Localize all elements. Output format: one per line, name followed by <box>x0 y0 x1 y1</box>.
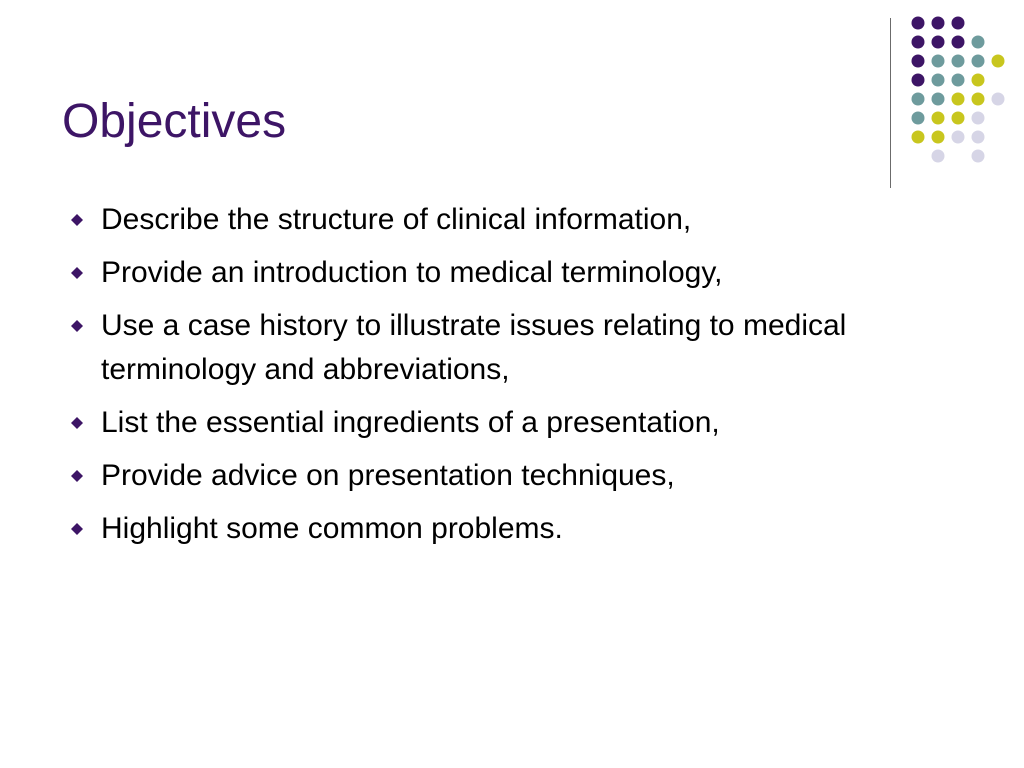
decorative-dot <box>932 131 945 144</box>
title-divider <box>890 18 891 188</box>
decorative-dot <box>952 36 965 49</box>
decorative-dot <box>912 131 925 144</box>
objectives-list <box>68 198 908 560</box>
decorative-dot <box>912 55 925 68</box>
bullet-item <box>68 304 908 392</box>
decorative-dot <box>932 36 945 49</box>
decorative-dot <box>972 93 985 106</box>
decorative-dot <box>972 131 985 144</box>
decorative-dot <box>912 17 925 30</box>
bullet-text: Describe the structure of clinical information, <box>101 203 692 236</box>
decorative-dot <box>932 74 945 87</box>
decorative-dot <box>972 74 985 87</box>
bullet-text: List the essential ingredients of a presentation, <box>101 406 720 439</box>
diamond-bullet-icon <box>71 267 83 279</box>
bullet-item <box>68 507 908 551</box>
bullet-text: Provide an introduction to medical terminology, <box>101 256 723 289</box>
diamond-bullet-icon <box>71 523 83 535</box>
slide-title: Objectives <box>62 95 287 148</box>
bullet-text: Use a case history to illustrate issues relating to medical terminology and abbreviations, <box>101 309 847 386</box>
bullet-item <box>68 401 908 445</box>
decorative-dot <box>972 36 985 49</box>
bullet-item <box>68 198 908 242</box>
decorative-dot <box>932 150 945 163</box>
decorative-dot <box>912 93 925 106</box>
decorative-dot <box>972 150 985 163</box>
diamond-bullet-icon <box>71 417 83 429</box>
decorative-dot <box>952 131 965 144</box>
decorative-dot <box>932 93 945 106</box>
decorative-dot <box>912 112 925 125</box>
decorative-dot <box>952 17 965 30</box>
decorative-dot <box>952 112 965 125</box>
decorative-dot <box>972 112 985 125</box>
decorative-dot <box>972 55 985 68</box>
decorative-dot <box>912 74 925 87</box>
decorative-dot <box>992 93 1005 106</box>
bullet-item <box>68 251 908 295</box>
decorative-dot <box>932 55 945 68</box>
decorative-dot <box>932 112 945 125</box>
decorative-dot <box>952 93 965 106</box>
bullet-item <box>68 454 908 498</box>
decorative-dot <box>912 36 925 49</box>
decorative-dot <box>952 55 965 68</box>
bullet-text: Highlight some common problems. <box>101 512 563 545</box>
decorative-dot <box>952 74 965 87</box>
bullet-text: Provide advice on presentation techniques, <box>101 459 675 492</box>
diamond-bullet-icon <box>71 214 83 226</box>
decorative-dot <box>992 55 1005 68</box>
diamond-bullet-icon <box>71 470 83 482</box>
decorative-dot <box>932 17 945 30</box>
diamond-bullet-icon <box>71 320 83 332</box>
